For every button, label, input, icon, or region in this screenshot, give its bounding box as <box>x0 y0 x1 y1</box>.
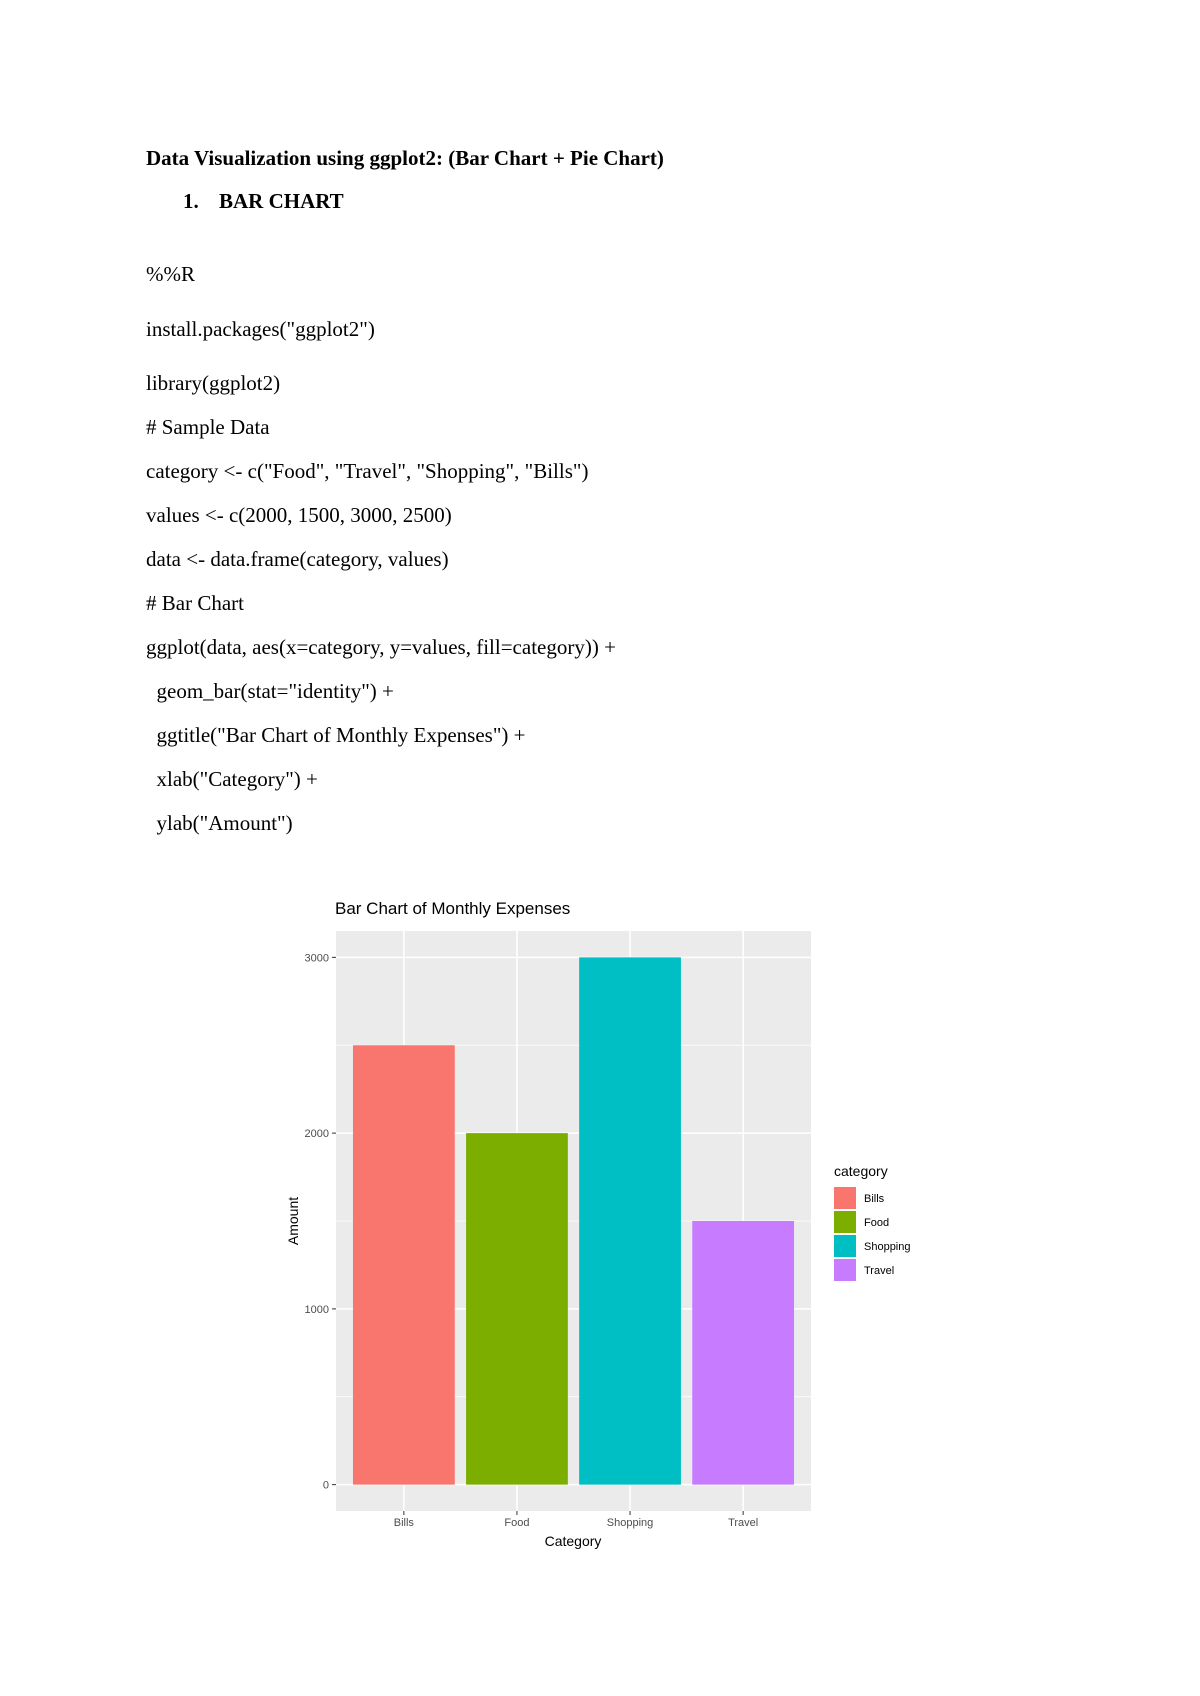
bar-bills <box>353 1045 455 1484</box>
chart-title: Bar Chart of Monthly Expenses <box>335 899 571 918</box>
section-label: BAR CHART <box>219 189 344 213</box>
x-tick-label: Food <box>504 1517 530 1529</box>
y-tick-label: 0 <box>322 1479 329 1492</box>
y-tick-label: 2000 <box>304 1128 329 1141</box>
section-number: 1. <box>183 189 199 213</box>
section-heading <box>183 189 344 214</box>
code-line: values <- c(2000, 1500, 3000, 2500) <box>146 503 452 527</box>
x-tick-label: Shopping <box>606 1517 654 1529</box>
code-line: data <- data.frame(category, values) <box>146 547 449 571</box>
x-tick-label: Bills <box>393 1517 414 1529</box>
legend-label: Travel <box>864 1265 895 1277</box>
code-line: # Sample Data <box>146 415 270 439</box>
code-line: install.packages("ggplot2") <box>146 317 375 341</box>
legend-label: Food <box>864 1217 890 1229</box>
code-line: ggplot(data, aes(x=category, y=values, fill=category)) + <box>146 635 616 659</box>
code-line: %%R <box>146 262 195 286</box>
bar-chart <box>270 890 930 1570</box>
bar-chart-svg <box>270 890 930 1570</box>
legend-swatch-bills <box>834 1187 856 1209</box>
legend-swatch-travel <box>834 1259 856 1281</box>
code-line: ylab("Amount") <box>146 811 293 835</box>
bar-travel <box>692 1221 794 1485</box>
code-line: # Bar Chart <box>146 591 244 615</box>
code-line: xlab("Category") + <box>146 767 318 791</box>
code-line: category <- c("Food", "Travel", "Shopping", "Bills") <box>146 459 589 483</box>
y-tick-label: 3000 <box>304 952 329 965</box>
bar-shopping <box>579 957 681 1484</box>
x-tick-label: Travel <box>728 1517 759 1529</box>
x-axis-label: Category <box>544 1533 602 1549</box>
code-line: ggtitle("Bar Chart of Monthly Expenses") + <box>146 723 526 747</box>
legend-swatch-food <box>834 1211 856 1233</box>
legend-title: category <box>834 1163 888 1179</box>
document-title: Data Visualization using ggplot2: (Bar Chart + Pie Chart) <box>146 146 664 170</box>
y-tick-label: 1000 <box>304 1303 329 1316</box>
y-axis-label: Amount <box>285 1196 301 1246</box>
legend-label: Bills <box>864 1193 885 1205</box>
legend-label: Shopping <box>864 1241 911 1253</box>
legend <box>834 1163 911 1281</box>
code-line: geom_bar(stat="identity") + <box>146 679 394 703</box>
code-line: library(ggplot2) <box>146 371 281 395</box>
bar-food <box>466 1133 568 1485</box>
legend-swatch-shopping <box>834 1235 856 1257</box>
